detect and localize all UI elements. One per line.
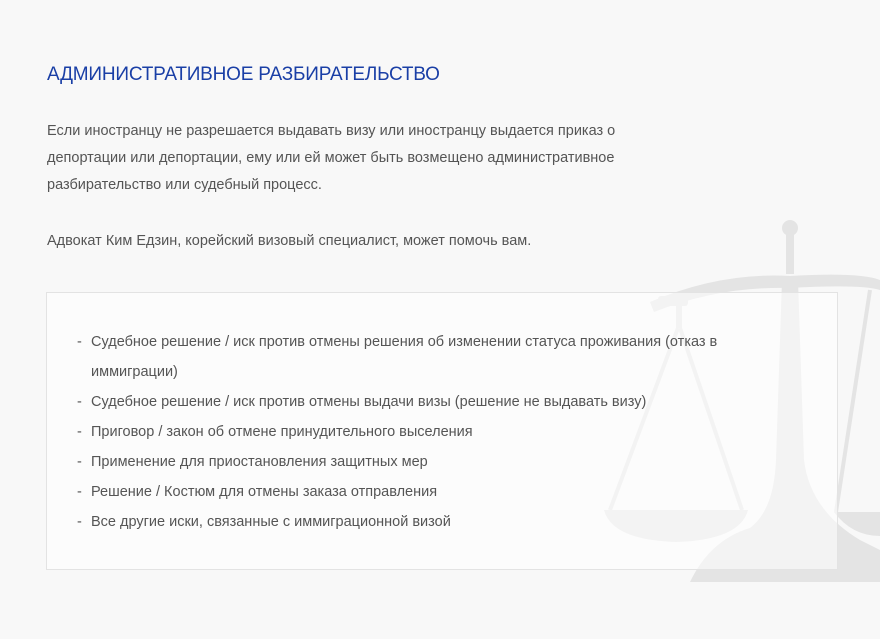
list-item <box>77 507 777 537</box>
list-item <box>77 417 777 447</box>
list-item <box>77 447 777 477</box>
list-item <box>77 387 777 417</box>
lawyer-note: Адвокат Ким Едзин, корейский визовый специалист, может помочь вам. <box>47 233 532 249</box>
list-bullet: - <box>77 394 82 410</box>
list-item <box>77 477 777 507</box>
list-bullet: - <box>77 514 82 530</box>
list-bullet: - <box>77 484 82 500</box>
intro-paragraph: Если иностранцу не разрешается выдавать визу или иностранцу выдается приказ о депортации или депортации, ему или ей может быть возмещено административное разбирательство или судебный процесс. <box>47 123 616 193</box>
list-item-text: Решение / Костюм для отмены заказа отправления <box>91 484 438 500</box>
list-item-text: Приговор / закон об отмене принудительного выселения <box>91 424 473 440</box>
list-bullet: - <box>77 424 82 440</box>
list-item-text: Применение для приостановления защитных мер <box>91 454 428 470</box>
services-list <box>77 327 777 537</box>
list-bullet: - <box>77 454 82 470</box>
list-bullet: - <box>77 334 82 350</box>
services-box <box>46 292 838 570</box>
list-item-text: Все другие иски, связанные с иммиграционной визой <box>91 514 451 530</box>
list-item-text: Судебное решение / иск против отмены решения об изменении статуса проживания (отказ в иммиграции) <box>91 334 718 380</box>
list-item <box>77 327 777 387</box>
section-title: АДМИНИСТРАТИВНОЕ РАЗБИРАТЕЛЬСТВО <box>47 64 440 85</box>
list-item-text: Судебное решение / иск против отмены выдачи визы (решение не выдавать визу) <box>91 394 647 410</box>
